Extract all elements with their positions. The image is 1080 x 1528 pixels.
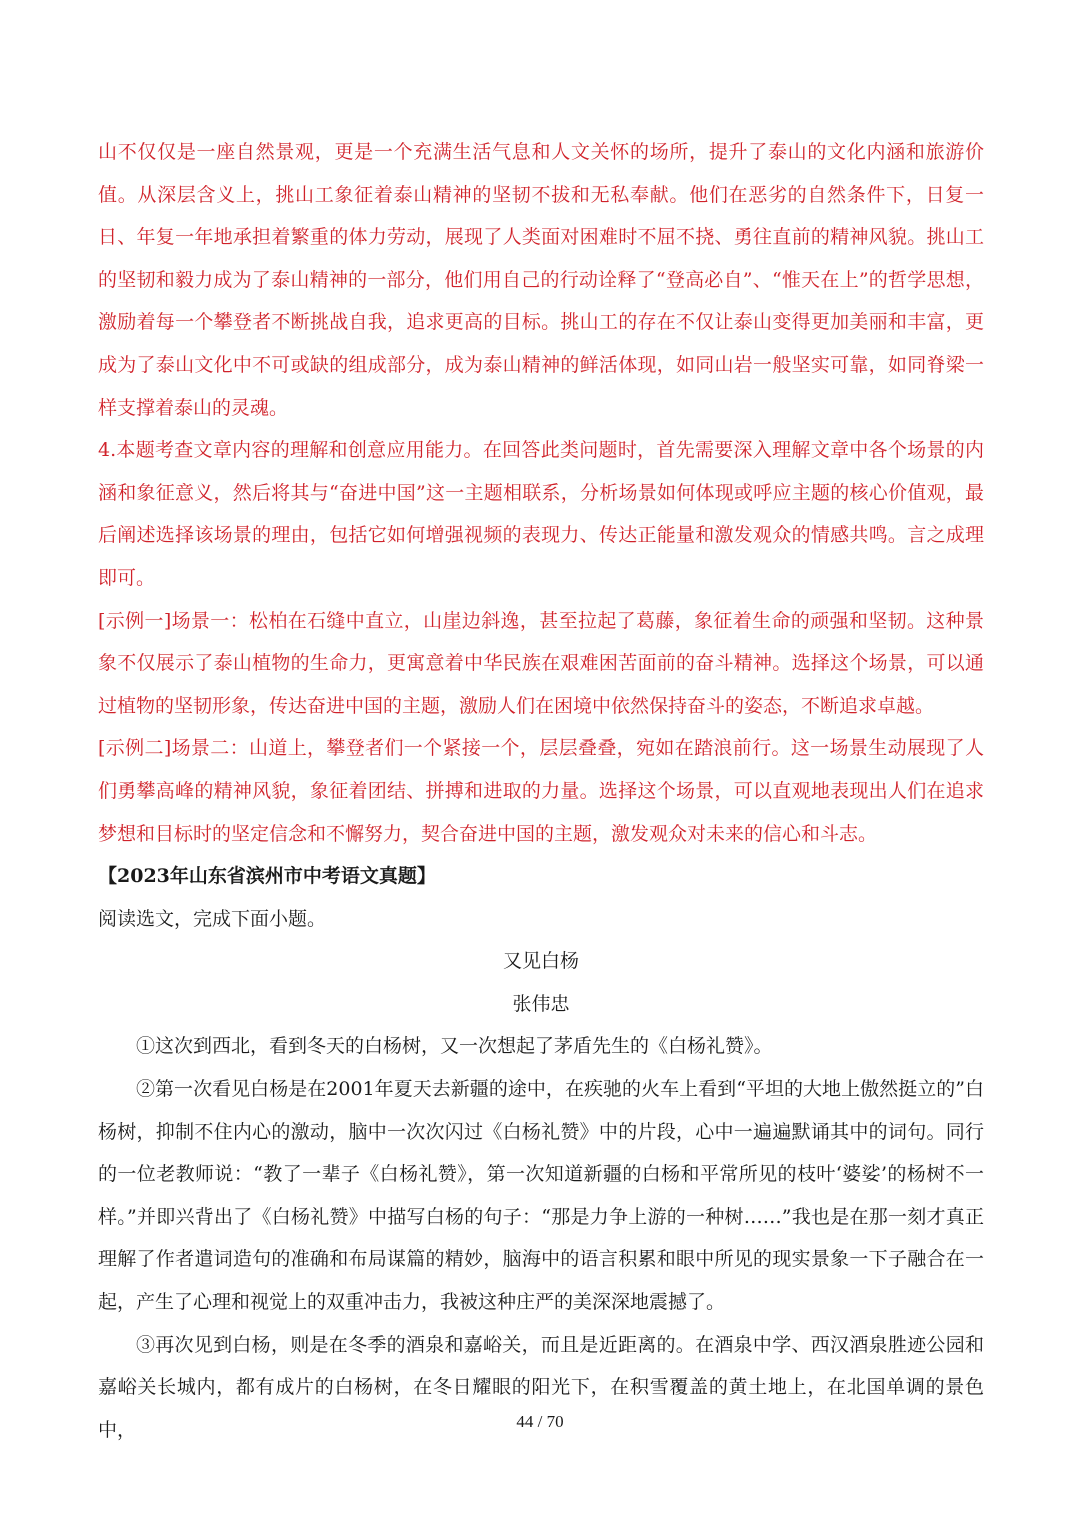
section-heading: 【2023年山东省滨州市中考语文真题】: [98, 865, 436, 888]
article-title: 又见白杨: [502, 950, 579, 973]
answer-q4: 4.本题考查文章内容的理解和创意应用能力。在回答此类问题时，首先需要深入理解文章中各个场景的内涵和象征意义，然后将其与“奋进中国”这一主题相联系，分析场景如何体现或呼应主题的核心价值观，最后阐述选择该场景的理由，包括它如何增强视频的表现力、传达正能量和激发观众的情感共鸣。言之成理即可。: [98, 439, 984, 589]
page-content: [98, 131, 984, 1451]
article-author: 张伟忠: [512, 992, 570, 1015]
answer-example-1: [示例一]场景一：松柏在石缝中直立，山崖边斜逸，甚至拉起了葛藤，象征着生命的顽强和坚韧。这种景象不仅展示了泰山植物的生命力，更寓意着中华民族在艰难困苦面前的奋斗精神。选择这个场景，可以通过植物的坚韧形象，传达奋进中国的主题，激励人们在困境中依然保持奋斗的姿态，不断追求卓越。: [98, 609, 984, 717]
reading-instruction: 阅读选文，完成下面小题。: [98, 907, 327, 930]
answer-example-2: [示例二]场景二：山道上，攀登者们一个紧接一个，层层叠叠，宛如在踏浪前行。这一场景生动展现了人们勇攀高峰的精神风貌，象征着团结、拼搏和进取的力量。选择这个场景，可以直观地表现出人们在追求梦想和目标时的坚定信念和不懈努力，契合奋进中国的主题，激发观众对未来的信心和斗志。: [98, 737, 984, 845]
page-number: 44 / 70: [516, 1412, 564, 1431]
article-paragraph-2: ②第一次看见白杨是在2001年夏天去新疆的途中，在疾驰的火车上看到“平坦的大地上傲然挺立的”白杨树，抑制不住内心的激动，脑中一次次闪过《白杨礼赞》中的片段，心中一遍遍默诵其中的词句。同行的一位老教师说：“教了一辈子《白杨礼赞》，第一次知道新疆的白杨和平常所见的枝叶‘婆娑’的杨树不一样。”并即兴背出了《白杨礼赞》中描写白杨的句子：“那是力争上游的一种树……”我也是在那一刻才真正理解了作者遣词造句的准确和布局谋篇的精妙，脑海中的语言积累和眼中所见的现实景象一下子融合在一起，产生了心理和视觉上的双重冲击力，我被这种庄严的美深深地震撼了。: [98, 1078, 984, 1314]
article-paragraph-3: ③再次见到白杨，则是在冬季的酒泉和嘉峪关，而且是近距离的。在酒泉中学、西汉酒泉胜迹公园和嘉峪关长城内，都有成片的白杨树，在冬日耀眼的阳光下，在积雪覆盖的黄土地上，在北国单调的景色中，: [98, 1333, 984, 1441]
article-paragraph-1: ①这次到西北，看到冬天的白杨树，又一次想起了茅盾先生的《白杨礼赞》。: [136, 1035, 773, 1058]
answer-continuation: 山不仅仅是一座自然景观，更是一个充满生活气息和人文关怀的场所，提升了泰山的文化内涵和旅游价值。从深层含义上，挑山工象征着泰山精神的坚韧不拔和无私奉献。他们在恶劣的自然条件下，日复一日、年复一年地承担着繁重的体力劳动，展现了人类面对困难时不屈不挠、勇往直前的精神风貌。挑山工的坚韧和毅力成为了泰山精神的一部分，他们用自己的行动诠释了“登高必自”、“惟天在上”的哲学思想，激励着每一个攀登者不断挑战自我，追求更高的目标。挑山工的存在不仅让泰山变得更加美丽和丰富，更成为了泰山文化中不可或缺的组成部分，成为泰山精神的鲜活体现，如同山岩一般坚实可靠，如同脊梁一样支撑着泰山的灵魂。: [98, 141, 984, 419]
